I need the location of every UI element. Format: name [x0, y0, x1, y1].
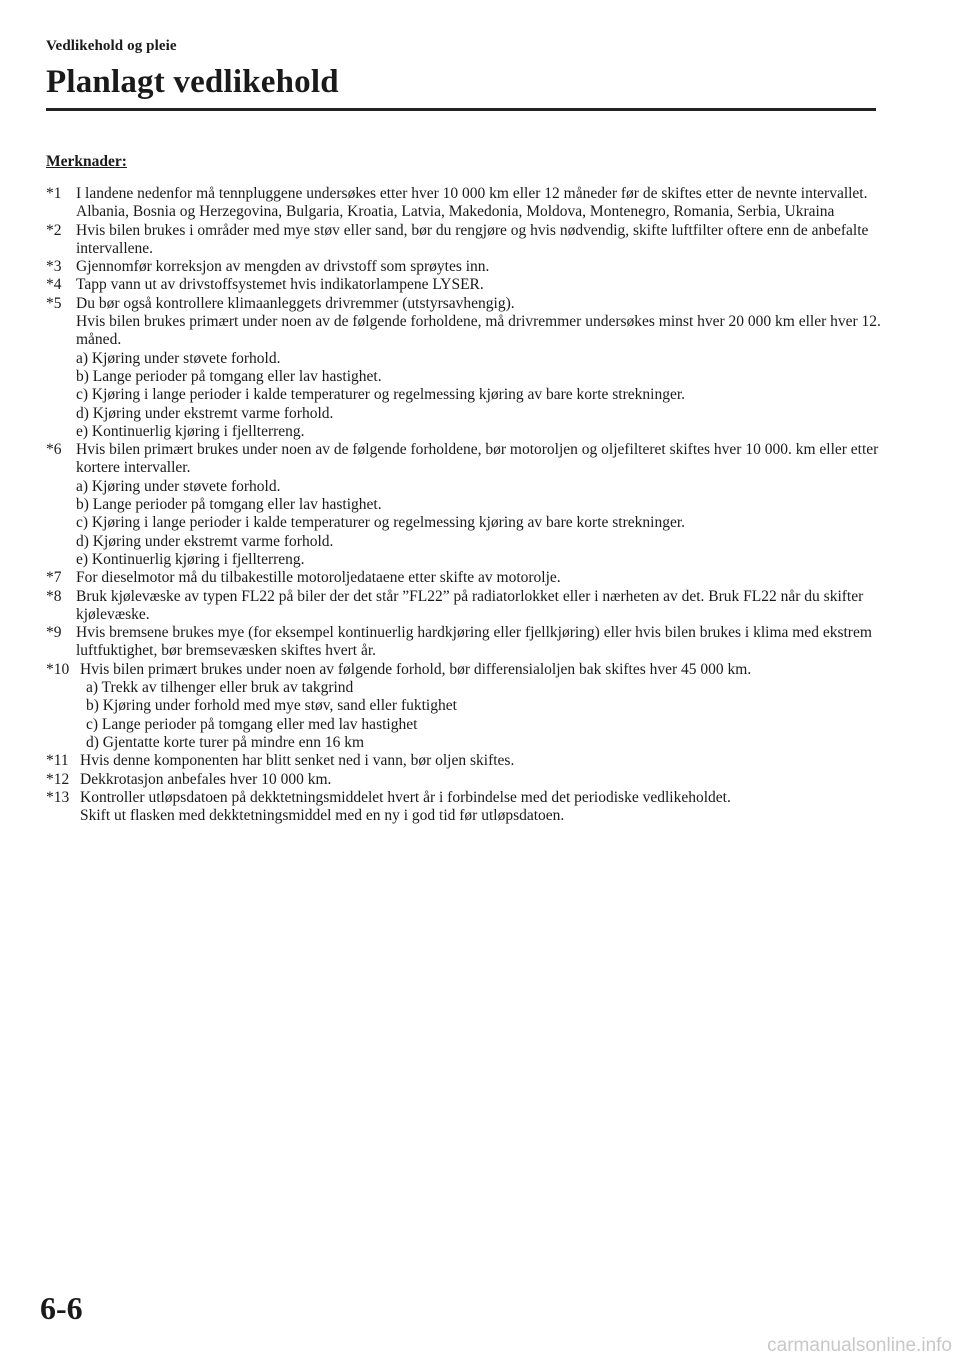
- page-title: Planlagt vedlikehold: [46, 64, 339, 100]
- note-text: Bruk kjølevæske av typen FL22 på biler der det står ”FL22” på radiatorlokket eller i nærheten av det. Bruk FL22 når du skifter kjølevæske.: [76, 587, 864, 623]
- note-item: [46, 185, 886, 222]
- notes-heading: Merknader:: [46, 153, 127, 170]
- note-number: *1: [46, 185, 62, 202]
- note-item: [46, 624, 886, 661]
- note-text: For dieselmotor må du tilbakestille motoroljedataene etter skifte av motorolje.: [76, 569, 561, 587]
- note-number: *8: [46, 587, 62, 605]
- note-text: Hvis bilen primært brukes under noen av de følgende forholdene, bør motoroljen og oljefilteret skiftes hver 10 000. km eller etter kortere intervaller.: [76, 441, 879, 477]
- note-text: Skift ut flasken med dekktetningsmiddel med en ny i god tid før utløpsdatoen.: [80, 807, 565, 825]
- note-subitem: a) Trekk av tilhenger eller bruk av takgrind: [86, 679, 354, 697]
- note-number: *2: [46, 221, 62, 239]
- note-subitem: a) Kjøring under støvete forhold.: [76, 477, 281, 495]
- note-subitem: a) Kjøring under støvete forhold.: [76, 349, 281, 367]
- note-number: *9: [46, 624, 62, 642]
- note-item: [46, 752, 886, 770]
- note-text: Hvis denne komponenten har blitt senket ned i vann, bør oljen skiftes.: [80, 752, 515, 770]
- note-item: [46, 276, 886, 294]
- note-number: *13: [46, 788, 70, 806]
- note-number: *4: [46, 276, 62, 294]
- note-item: [46, 661, 886, 752]
- note-number: *5: [46, 294, 62, 312]
- section-label: Vedlikehold og pleie: [46, 38, 177, 54]
- note-text: Dekkrotasjon anbefales hver 10 000 km.: [80, 770, 332, 788]
- note-item: [46, 569, 886, 587]
- note-subitem: b) Kjøring under forhold med mye støv, sand eller fuktighet: [86, 697, 457, 715]
- note-text: Albania, Bosnia og Herzegovina, Bulgaria, Kroatia, Latvia, Makedonia, Moldova, Montenegro, Romania, Serbia, Ukraina: [76, 203, 835, 221]
- note-subitem: d) Kjøring under ekstremt varme forhold.: [76, 532, 334, 550]
- note-text: Hvis bilen primært brukes under noen av følgende forhold, bør differensialoljen bak skiftes hver 45 000 km.: [80, 660, 752, 678]
- note-subitem: e) Kontinuerlig kjøring i fjellterreng.: [76, 550, 305, 568]
- note-number: *10: [46, 660, 70, 678]
- note-item: [46, 441, 886, 569]
- note-number: *7: [46, 569, 62, 587]
- note-item: [46, 295, 886, 441]
- note-subitem: c) Lange perioder på tomgang eller med lav hastighet: [86, 715, 418, 733]
- note-subitem: c) Kjøring i lange perioder i kalde temperaturer og regelmessing kjøring av bare korte strekninger.: [76, 386, 686, 404]
- note-subitem: b) Lange perioder på tomgang eller lav hastighet.: [76, 367, 382, 385]
- note-number: *12: [46, 770, 70, 788]
- note-number: *11: [46, 752, 69, 770]
- watermark: carmanualsonline.info: [724, 1329, 960, 1363]
- note-text: Hvis bilen brukes i områder med mye støv eller sand, bør du rengjøre og hvis nødvendig, skifte luftfilter oftere enn de anbefalte intervallene.: [76, 221, 869, 257]
- note-text: Hvis bremsene brukes mye (for eksempel kontinuerlig hardkjøring eller fjellkjøring) eller hvis bilen brukes i klima med ekstrem luftfuktighet, bør bremsevæsken skiftes hvert år.: [76, 624, 872, 660]
- note-text: Du bør også kontrollere klimaanleggets drivremmer (utstyrsavhengig).: [76, 294, 515, 312]
- note-subitem: e) Kontinuerlig kjøring i fjellterreng.: [76, 422, 305, 440]
- notes-list: [46, 185, 886, 825]
- note-item: [46, 789, 886, 826]
- page-number: 6-6: [40, 1290, 83, 1326]
- note-subitem: d) Kjøring under ekstremt varme forhold.: [76, 404, 334, 422]
- note-item: [46, 258, 886, 276]
- note-item: [46, 771, 886, 789]
- note-text: Gjennomfør korreksjon av mengden av drivstoff som sprøytes inn.: [76, 258, 490, 276]
- note-item: [46, 222, 886, 259]
- note-number: *3: [46, 258, 62, 276]
- note-subitem: d) Gjentatte korte turer på mindre enn 16 km: [86, 733, 365, 751]
- note-item: [46, 588, 886, 625]
- note-subitem: c) Kjøring i lange perioder i kalde temperaturer og regelmessing kjøring av bare korte strekninger.: [76, 514, 686, 532]
- title-rule: [46, 108, 876, 111]
- note-subitem: b) Lange perioder på tomgang eller lav hastighet.: [76, 496, 382, 514]
- note-text: I landene nedenfor må tennpluggene undersøkes etter hver 10 000 km eller 12 måneder før de skiftes etter de nevnte intervallet.: [76, 185, 868, 202]
- note-text: Kontroller utløpsdatoen på dekktetningsmiddelet hvert år i forbindelse med det periodiske vedlikeholdet.: [80, 788, 731, 806]
- note-text: Tapp vann ut av drivstoffsystemet hvis indikatorlampene LYSER.: [76, 276, 484, 294]
- note-number: *6: [46, 441, 62, 459]
- note-text: Hvis bilen brukes primært under noen av de følgende forholdene, må drivremmer undersøkes minst hver 20 000 km eller hver 12. måned.: [76, 313, 881, 349]
